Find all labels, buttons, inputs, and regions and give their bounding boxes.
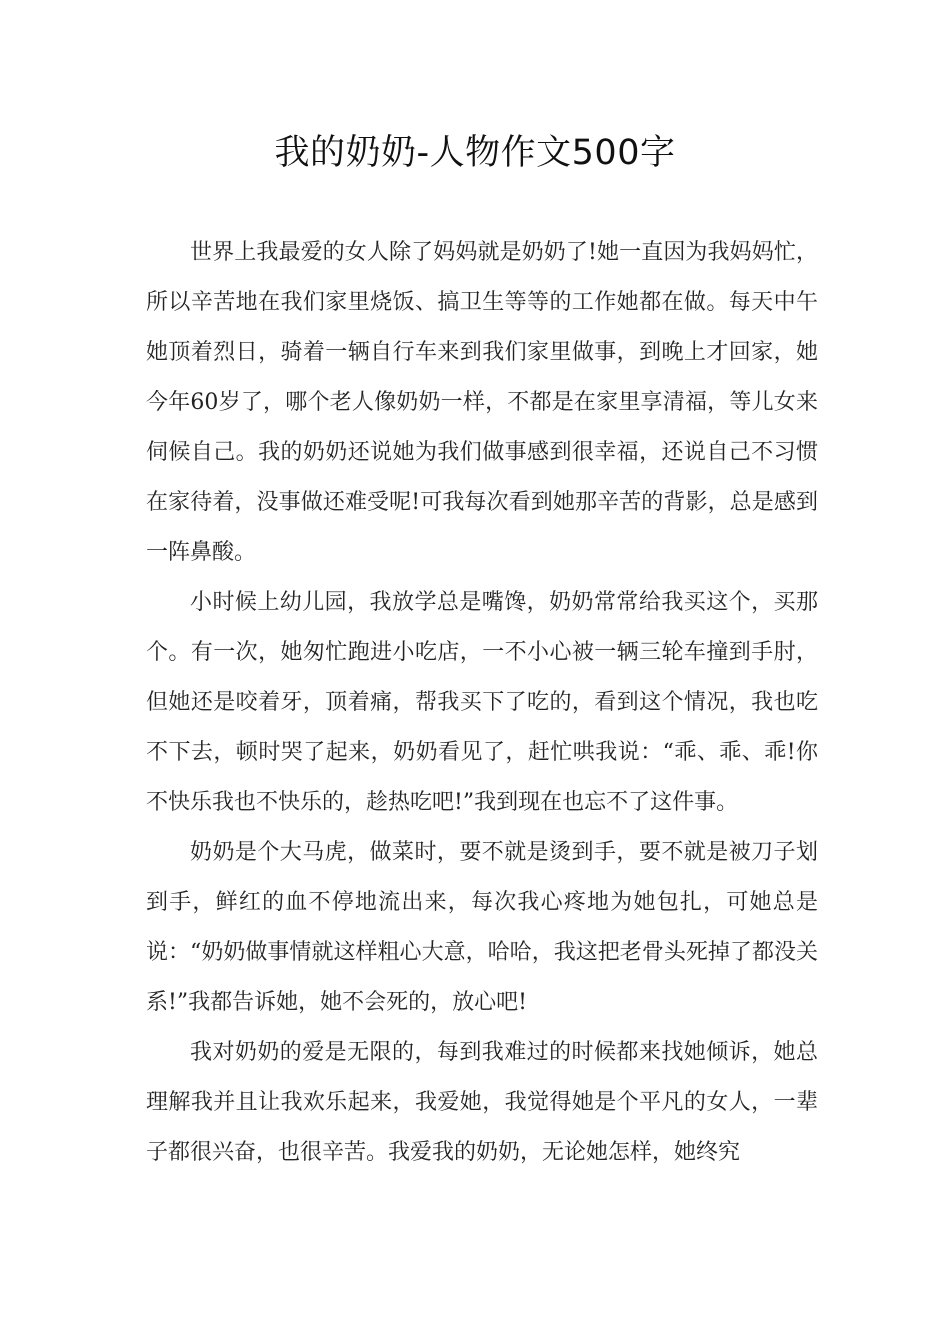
paragraph: 世界上我最爱的女人除了妈妈就是奶奶了!她一直因为我妈妈忙，所以辛苦地在我们家里烧饭、搞卫生等等的工作她都在做。每天中午她顶着烈日，骑着一辆自行车来到我们家里做事，到晚上才回家，她今年60岁了，哪个老人像奶奶一样，不都是在家里享清福，等儿女来伺候自己。我的奶奶还说她为我们做事感到很幸福，还说自己不习惯在家待着，没事做还难受呢!可我每次看到她那辛苦的背影，总是感到一阵鼻酸。 xyxy=(146,240,818,565)
paragraph: 奶奶是个大马虎，做菜时，要不就是烫到手，要不就是被刀子划到手，鲜红的血不停地流出来，每次我心疼地为她包扎，可她总是说：“奶奶做事情就这样粗心大意，哈哈，我这把老骨头死掉了都没关系!”我都告诉她，她不会死的，放心吧! xyxy=(146,840,818,1015)
document-body xyxy=(146,228,818,1178)
document-title: 我的奶奶-人物作文500字 xyxy=(274,133,676,173)
paragraph: 我对奶奶的爱是无限的，每到我难过的时候都来找她倾诉，她总理解我并且让我欢乐起来，我爱她，我觉得她是个平凡的女人，一辈子都很兴奋，也很辛苦。我爱我的奶奶，无论她怎样，她终究 xyxy=(146,1040,818,1165)
paragraph: 小时候上幼儿园，我放学总是嘴馋，奶奶常常给我买这个，买那个。有一次，她匆忙跑进小吃店，一不小心被一辆三轮车撞到手肘，但她还是咬着牙，顶着痛，帮我买下了吃的，看到这个情况，我也吃不下去，顿时哭了起来，奶奶看见了，赶忙哄我说：“乖、乖、乖!你不快乐我也不快乐的，趁热吃吧!”我到现在也忘不了这件事。 xyxy=(146,590,818,815)
